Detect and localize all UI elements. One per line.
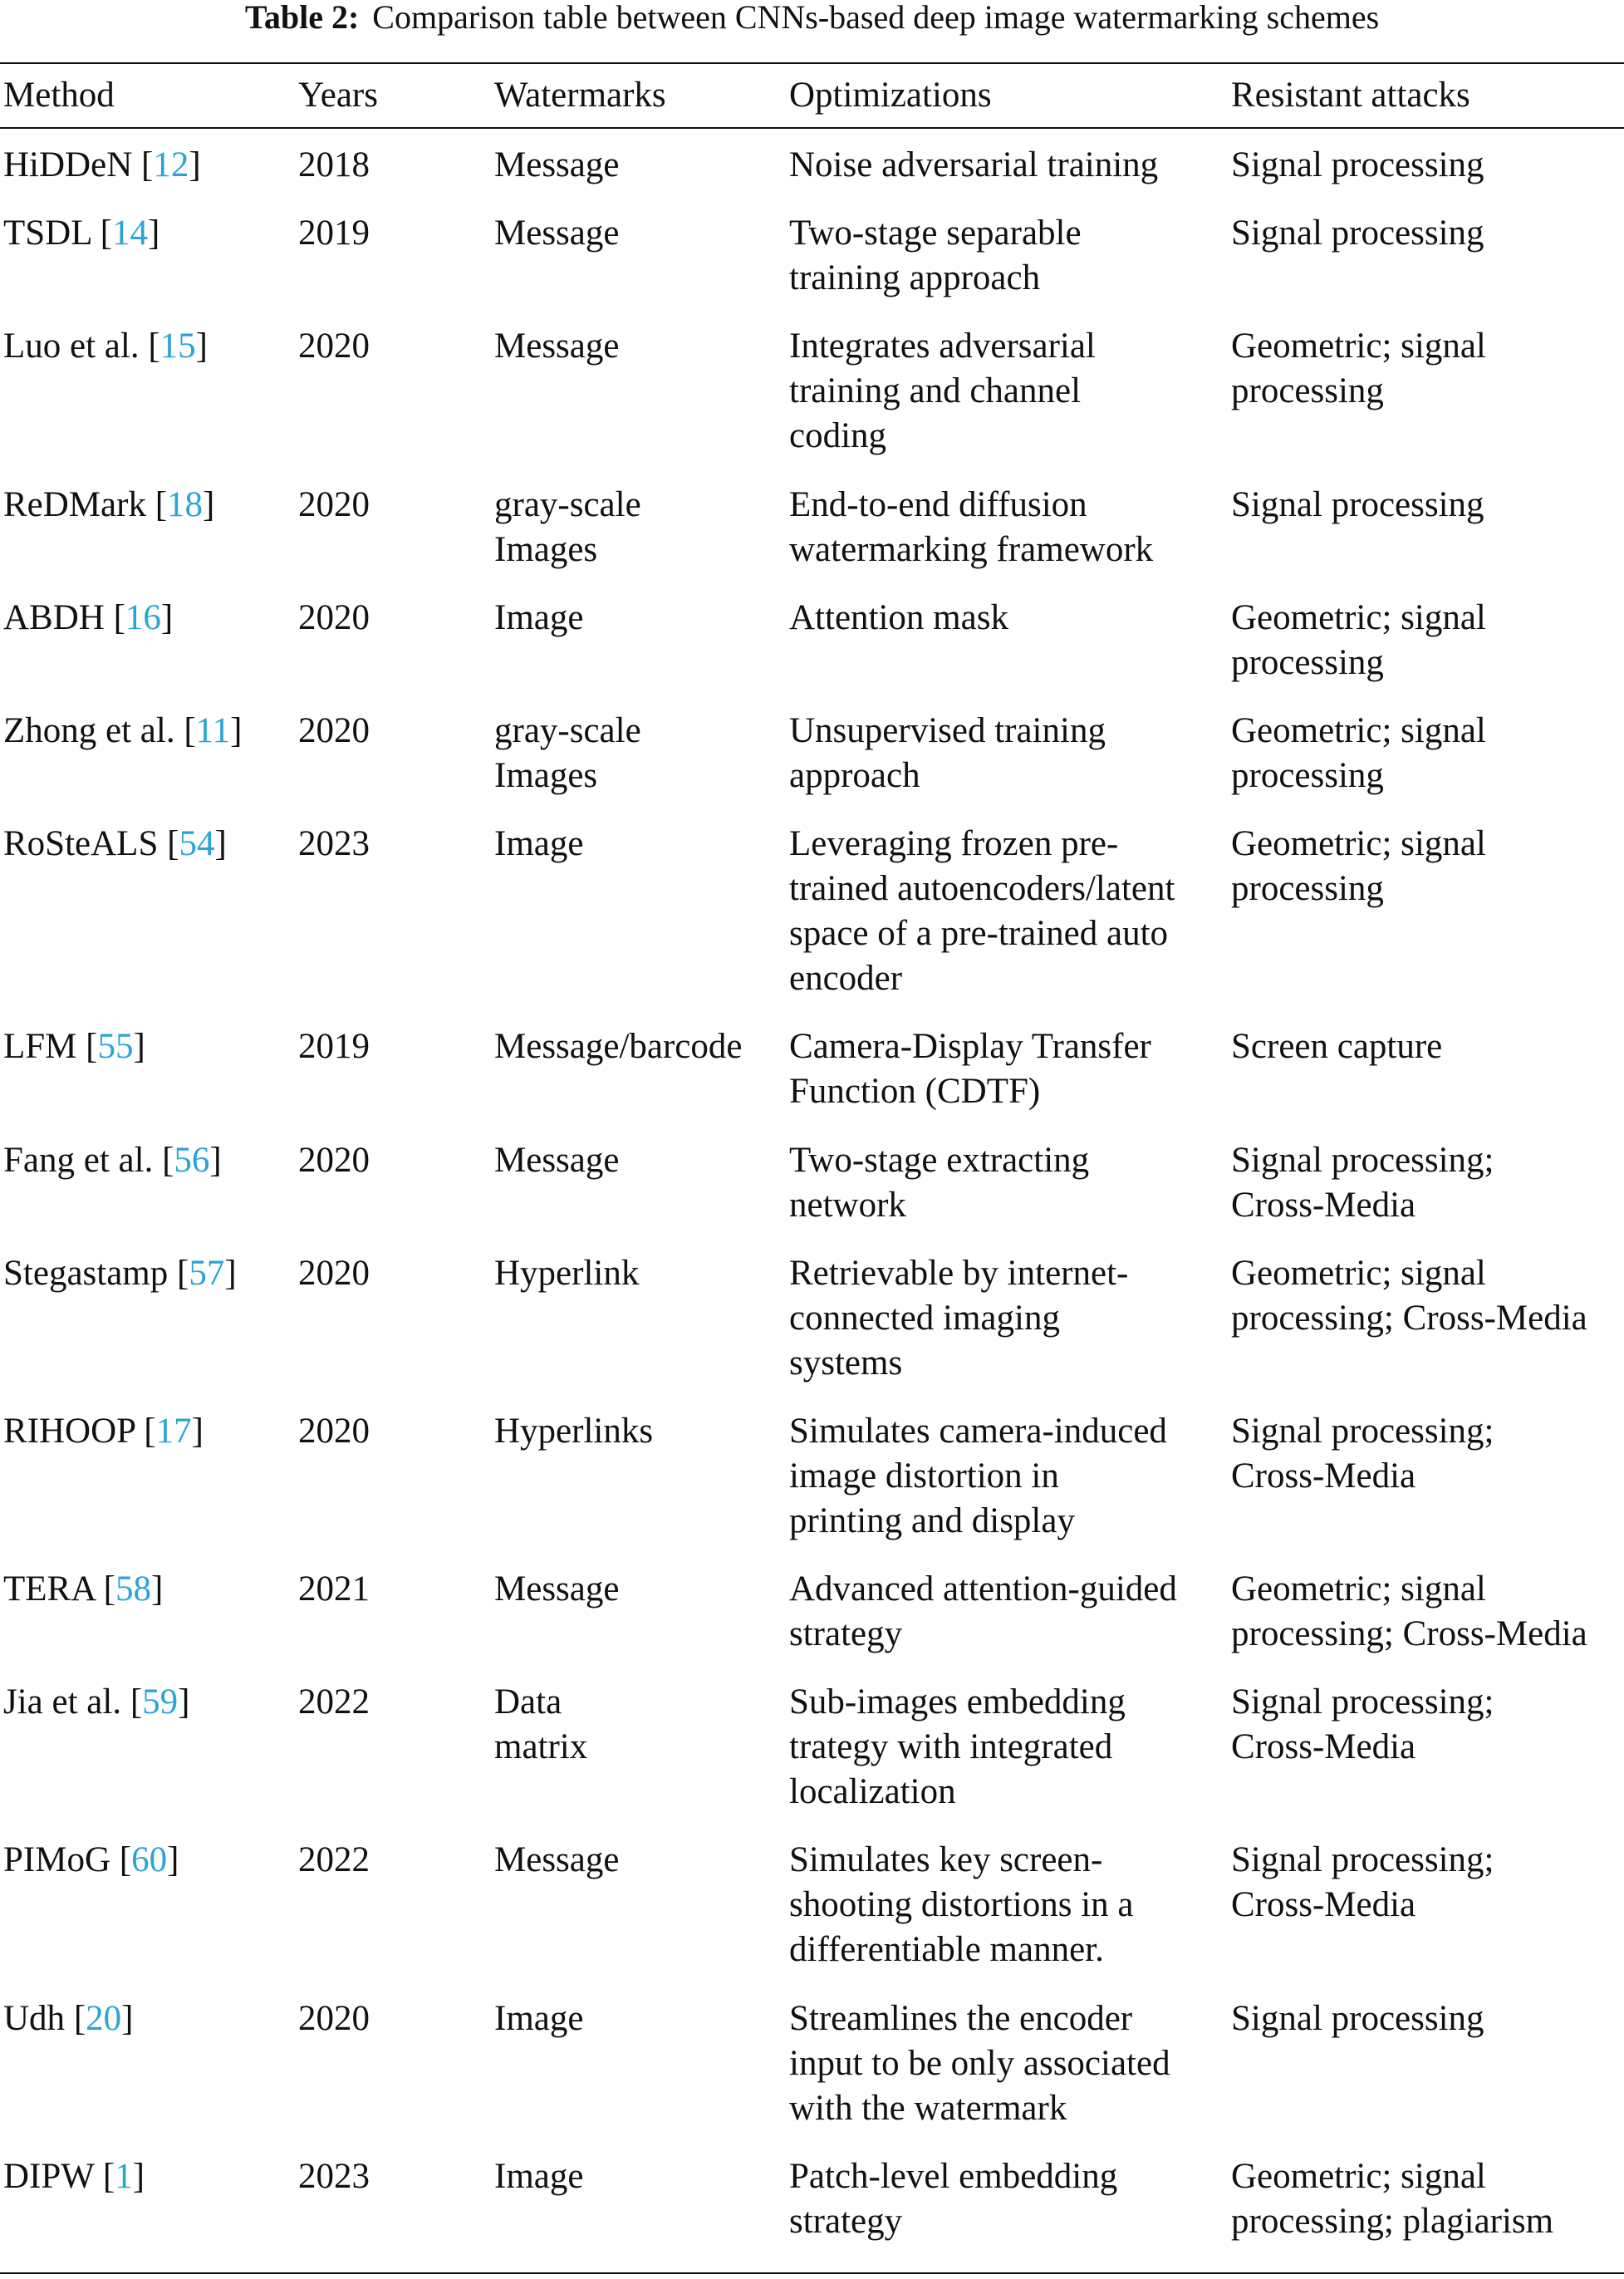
cell-method <box>0 1838 298 1996</box>
ref-bracket-open: [ <box>158 824 179 864</box>
ref-bracket-open: [ <box>91 214 112 253</box>
cell-watermark <box>494 483 789 596</box>
table-caption-text: Comparison table between CNNs-based deep image watermarking schemes <box>372 0 1380 36</box>
reference-link[interactable]: 20 <box>86 1998 122 2038</box>
cell-year: 2022 <box>298 1682 370 1722</box>
cell-resistant-attacks <box>1231 1251 1624 1409</box>
ref-bracket-open: [ <box>153 1140 174 1180</box>
method-name: Jia et al. <box>3 1682 122 1722</box>
ref-bracket-open: [ <box>132 145 154 184</box>
watermark-text: Message/barcode <box>494 1027 743 1067</box>
cell-year: 2020 <box>298 327 370 366</box>
cell-year: 2019 <box>298 214 370 253</box>
table-bottom-rule <box>0 2272 1624 2274</box>
watermark-text: Message <box>494 327 620 366</box>
reference-link[interactable]: 12 <box>153 145 189 184</box>
watermark-text: Message <box>494 1569 620 1609</box>
cell-year: 2022 <box>298 1840 370 1880</box>
ref-bracket-open: [ <box>139 327 160 366</box>
ref-bracket-open: [ <box>65 1998 86 2038</box>
reference-link[interactable]: 1 <box>115 2156 133 2196</box>
cell-method <box>0 1409 298 1567</box>
reference-link[interactable]: 54 <box>179 824 215 864</box>
cell-resistant-attacks <box>1231 1680 1624 1838</box>
table-caption-label: Table 2: <box>244 0 360 36</box>
method-name: HiDDeN <box>3 145 133 184</box>
cell-optimization <box>789 1409 1231 1567</box>
watermark-text: Message <box>494 1140 620 1180</box>
ref-bracket-close: ] <box>195 327 208 366</box>
ref-bracket-close: ] <box>203 484 215 524</box>
reference-link[interactable]: 17 <box>155 1411 192 1451</box>
cell-method <box>0 822 298 1024</box>
cell-resistant-attacks <box>1231 211 1624 324</box>
header-optimizations: Optimizations <box>789 76 992 115</box>
attacks-text: Signal processing <box>1231 214 1484 253</box>
cell-method <box>0 709 298 822</box>
cell-optimization <box>789 483 1231 596</box>
optimization-text: End-to-end diffusion watermarking framework <box>789 484 1154 569</box>
cell-resistant-attacks <box>1231 2154 1624 2267</box>
attacks-text: Geometric; signal processing <box>1231 327 1486 411</box>
cell-optimization <box>789 709 1231 822</box>
cell-watermark <box>494 2154 789 2267</box>
attacks-text: Signal processing <box>1231 1998 1484 2038</box>
optimization-text: Simulates camera-induced image distortion in printing and display <box>789 1411 1167 1540</box>
optimization-text: Two-stage separable training approach <box>789 214 1082 298</box>
optimization-text: Sub-images embedding trategy with integrated localization <box>789 1682 1126 1812</box>
cell-resistant-attacks <box>1231 143 1624 211</box>
cell-year: 2020 <box>298 710 370 750</box>
header-resistant-attacks: Resistant attacks <box>1231 76 1470 115</box>
table-row <box>0 1680 1624 1838</box>
cell-method <box>0 324 298 482</box>
method-name: ReDMark <box>3 484 146 524</box>
cell-resistant-attacks <box>1231 596 1624 709</box>
watermark-text: Image <box>494 1998 584 2038</box>
table-row <box>0 483 1624 596</box>
cell-watermark <box>494 1024 789 1137</box>
attacks-text: Geometric; signal processing; plagiarism <box>1231 2156 1554 2241</box>
ref-bracket-close: ] <box>150 1569 164 1609</box>
table-row <box>0 1409 1624 1567</box>
watermark-text: Message <box>494 145 620 184</box>
ref-bracket-close: ] <box>209 1140 222 1180</box>
watermark-text: gray-scale Images <box>494 710 641 795</box>
ref-bracket-open: [ <box>168 1253 189 1293</box>
cell-watermark <box>494 1680 789 1838</box>
table-row <box>0 822 1624 1024</box>
ref-bracket-open: [ <box>94 1569 115 1609</box>
comparison-table <box>0 143 1624 2267</box>
reference-link[interactable]: 15 <box>159 327 196 366</box>
cell-year: 2019 <box>298 1027 370 1067</box>
ref-bracket-close: ] <box>191 1411 204 1451</box>
cell-watermark <box>494 1997 789 2154</box>
cell-optimization <box>789 324 1231 482</box>
ref-bracket-open: [ <box>94 2156 115 2196</box>
cell-year: 2020 <box>298 484 370 524</box>
cell-resistant-attacks <box>1231 1138 1624 1251</box>
attacks-text: Geometric; signal processing; Cross-Media <box>1231 1569 1587 1654</box>
method-name: Luo et al. <box>3 327 140 366</box>
cell-optimization <box>789 1838 1231 1996</box>
optimization-text: Simulates key screen-shooting distortions in a differentiable manner. <box>789 1840 1134 1970</box>
optimization-text: Patch-level embedding strategy <box>789 2156 1118 2241</box>
cell-resistant-attacks <box>1231 709 1624 822</box>
ref-bracket-open: [ <box>104 597 125 637</box>
cell-optimization <box>789 1138 1231 1251</box>
cell-method <box>0 211 298 324</box>
cell-optimization <box>789 2154 1231 2267</box>
optimization-text: Advanced attention-guided strategy <box>789 1569 1177 1654</box>
cell-method <box>0 1567 298 1680</box>
cell-optimization <box>789 1680 1231 1838</box>
attacks-text: Signal processing <box>1231 145 1484 184</box>
table-row <box>0 1997 1624 2154</box>
ref-bracket-open: [ <box>110 1840 132 1880</box>
watermark-text: gray-scale Images <box>494 484 641 569</box>
cell-optimization <box>789 1567 1231 1680</box>
table-row <box>0 1251 1624 1409</box>
cell-optimization <box>789 1024 1231 1137</box>
cell-optimization <box>789 211 1231 324</box>
cell-optimization <box>789 596 1231 709</box>
table-row <box>0 143 1624 211</box>
cell-year: 2018 <box>298 145 370 184</box>
ref-bracket-close: ] <box>160 597 174 637</box>
watermark-text: Image <box>494 824 584 864</box>
reference-link[interactable]: 59 <box>142 1682 179 1722</box>
attacks-text: Signal processing; Cross-Media <box>1231 1682 1494 1767</box>
cell-watermark <box>494 709 789 822</box>
table-row <box>0 596 1624 709</box>
cell-optimization <box>789 822 1231 1024</box>
reference-link[interactable]: 57 <box>189 1253 225 1293</box>
reference-link[interactable]: 56 <box>174 1140 210 1180</box>
table-row <box>0 2154 1624 2267</box>
cell-watermark <box>494 211 789 324</box>
table-row <box>0 211 1624 324</box>
method-name: TSDL <box>3 214 91 253</box>
cell-year: 2020 <box>298 1411 370 1451</box>
table-row <box>0 1138 1624 1251</box>
reference-link[interactable]: 14 <box>111 214 148 253</box>
table-header-row <box>0 64 1624 127</box>
reference-link[interactable]: 16 <box>125 597 161 637</box>
reference-link[interactable]: 58 <box>115 1569 151 1609</box>
cell-method <box>0 1997 298 2154</box>
cell-watermark <box>494 1251 789 1409</box>
cell-watermark <box>494 596 789 709</box>
reference-link[interactable]: 18 <box>167 484 204 524</box>
optimization-text: Camera-Display Transfer Function (CDTF) <box>789 1027 1151 1112</box>
method-name: RIHOOP <box>3 1411 135 1451</box>
watermark-text: Image <box>494 597 584 637</box>
cell-year: 2020 <box>298 1998 370 2038</box>
table-row <box>0 1567 1624 1680</box>
attacks-text: Geometric; signal processing <box>1231 824 1486 909</box>
watermark-text: Message <box>494 1840 620 1880</box>
table-caption <box>0 0 1624 35</box>
method-name: Udh <box>3 1998 66 2038</box>
method-name: Fang et al. <box>3 1140 154 1180</box>
ref-bracket-open: [ <box>121 1682 143 1722</box>
cell-method <box>0 483 298 596</box>
method-name: Zhong et al. <box>3 710 175 750</box>
cell-method <box>0 1138 298 1251</box>
cell-watermark <box>494 822 789 1024</box>
ref-bracket-close: ] <box>189 145 201 184</box>
cell-resistant-attacks <box>1231 483 1624 596</box>
header-watermarks: Watermarks <box>494 76 666 115</box>
reference-link[interactable]: 55 <box>97 1027 134 1067</box>
cell-year: 2020 <box>298 1140 370 1180</box>
attacks-text: Geometric; signal processing <box>1231 597 1486 682</box>
cell-method <box>0 2154 298 2267</box>
ref-bracket-close: ] <box>224 1253 237 1293</box>
table-body <box>0 143 1624 2267</box>
attacks-text: Geometric; signal processing <box>1231 710 1486 795</box>
optimization-text: Retrievable by internet-connected imaging systems <box>789 1253 1129 1383</box>
optimization-text: Two-stage extracting network <box>789 1140 1090 1225</box>
cell-optimization <box>789 1997 1231 2154</box>
optimization-text: Integrates adversarial training and channel coding <box>789 327 1096 456</box>
method-name: DIPW <box>3 2156 95 2196</box>
cell-watermark <box>494 1409 789 1567</box>
cell-year: 2020 <box>298 597 370 637</box>
table-header-rule <box>0 127 1624 129</box>
cell-year: 2023 <box>298 824 370 864</box>
ref-bracket-close: ] <box>133 1027 145 1067</box>
cell-resistant-attacks <box>1231 822 1624 1024</box>
ref-bracket-open: [ <box>145 484 168 524</box>
attacks-text: Signal processing; Cross-Media <box>1231 1840 1494 1925</box>
cell-method <box>0 1680 298 1838</box>
method-name: RoSteALS <box>3 824 159 864</box>
ref-bracket-close: ] <box>230 710 243 750</box>
method-name: ABDH <box>3 597 105 637</box>
attacks-text: Signal processing <box>1231 484 1484 524</box>
ref-bracket-open: [ <box>135 1411 156 1451</box>
cell-optimization <box>789 143 1231 211</box>
cell-watermark <box>494 1138 789 1251</box>
optimization-text: Attention mask <box>789 597 1008 637</box>
cell-resistant-attacks <box>1231 1409 1624 1567</box>
method-name: LFM <box>3 1027 77 1067</box>
attacks-text: Signal processing; Cross-Media <box>1231 1140 1494 1225</box>
cell-method <box>0 1024 298 1137</box>
cell-resistant-attacks <box>1231 1567 1624 1680</box>
ref-bracket-open: [ <box>174 710 196 750</box>
cell-resistant-attacks <box>1231 1024 1624 1137</box>
attacks-text: Geometric; signal processing; Cross-Media <box>1231 1253 1587 1338</box>
method-name: TERA <box>3 1569 95 1609</box>
reference-link[interactable]: 60 <box>131 1840 168 1880</box>
table-row <box>0 709 1624 822</box>
cell-watermark <box>494 324 789 482</box>
cell-year: 2021 <box>298 1569 370 1609</box>
ref-bracket-close: ] <box>214 824 227 864</box>
ref-bracket-close: ] <box>178 1682 190 1722</box>
cell-year: 2020 <box>298 1253 370 1293</box>
optimization-text: Streamlines the encoder input to be only associated with the watermark <box>789 1998 1170 2128</box>
cell-year: 2023 <box>298 2156 370 2196</box>
cell-watermark <box>494 1838 789 1996</box>
cell-method <box>0 143 298 211</box>
attacks-text: Screen capture <box>1231 1027 1443 1067</box>
table-row <box>0 1024 1624 1137</box>
ref-bracket-close: ] <box>147 214 160 253</box>
cell-watermark <box>494 143 789 211</box>
header-years: Years <box>298 76 378 115</box>
watermark-text: Message <box>494 214 620 253</box>
cell-resistant-attacks <box>1231 1997 1624 2154</box>
watermark-text: Hyperlinks <box>494 1411 654 1451</box>
watermark-text: Data matrix <box>494 1682 588 1767</box>
table-row <box>0 324 1624 482</box>
ref-bracket-close: ] <box>132 2156 145 2196</box>
reference-link[interactable]: 11 <box>195 710 231 750</box>
table-row <box>0 1838 1624 1996</box>
method-name: Stegastamp <box>3 1253 169 1293</box>
cell-resistant-attacks <box>1231 324 1624 482</box>
cell-method <box>0 1251 298 1409</box>
cell-method <box>0 596 298 709</box>
optimization-text: Unsupervised training approach <box>789 710 1106 795</box>
watermark-text: Image <box>494 2156 584 2196</box>
attacks-text: Signal processing; Cross-Media <box>1231 1411 1494 1496</box>
cell-resistant-attacks <box>1231 1838 1624 1996</box>
header-method: Method <box>3 76 115 115</box>
optimization-text: Noise adversarial training <box>789 145 1159 184</box>
ref-bracket-close: ] <box>121 1998 134 2038</box>
ref-bracket-close: ] <box>167 1840 179 1880</box>
ref-bracket-open: [ <box>76 1027 98 1067</box>
method-name: PIMoG <box>3 1840 111 1880</box>
cell-optimization <box>789 1251 1231 1409</box>
cell-watermark <box>494 1567 789 1680</box>
watermark-text: Hyperlink <box>494 1253 640 1293</box>
optimization-text: Leveraging frozen pre-trained autoencoders/latent space of a pre-trained auto encoder <box>789 824 1175 999</box>
